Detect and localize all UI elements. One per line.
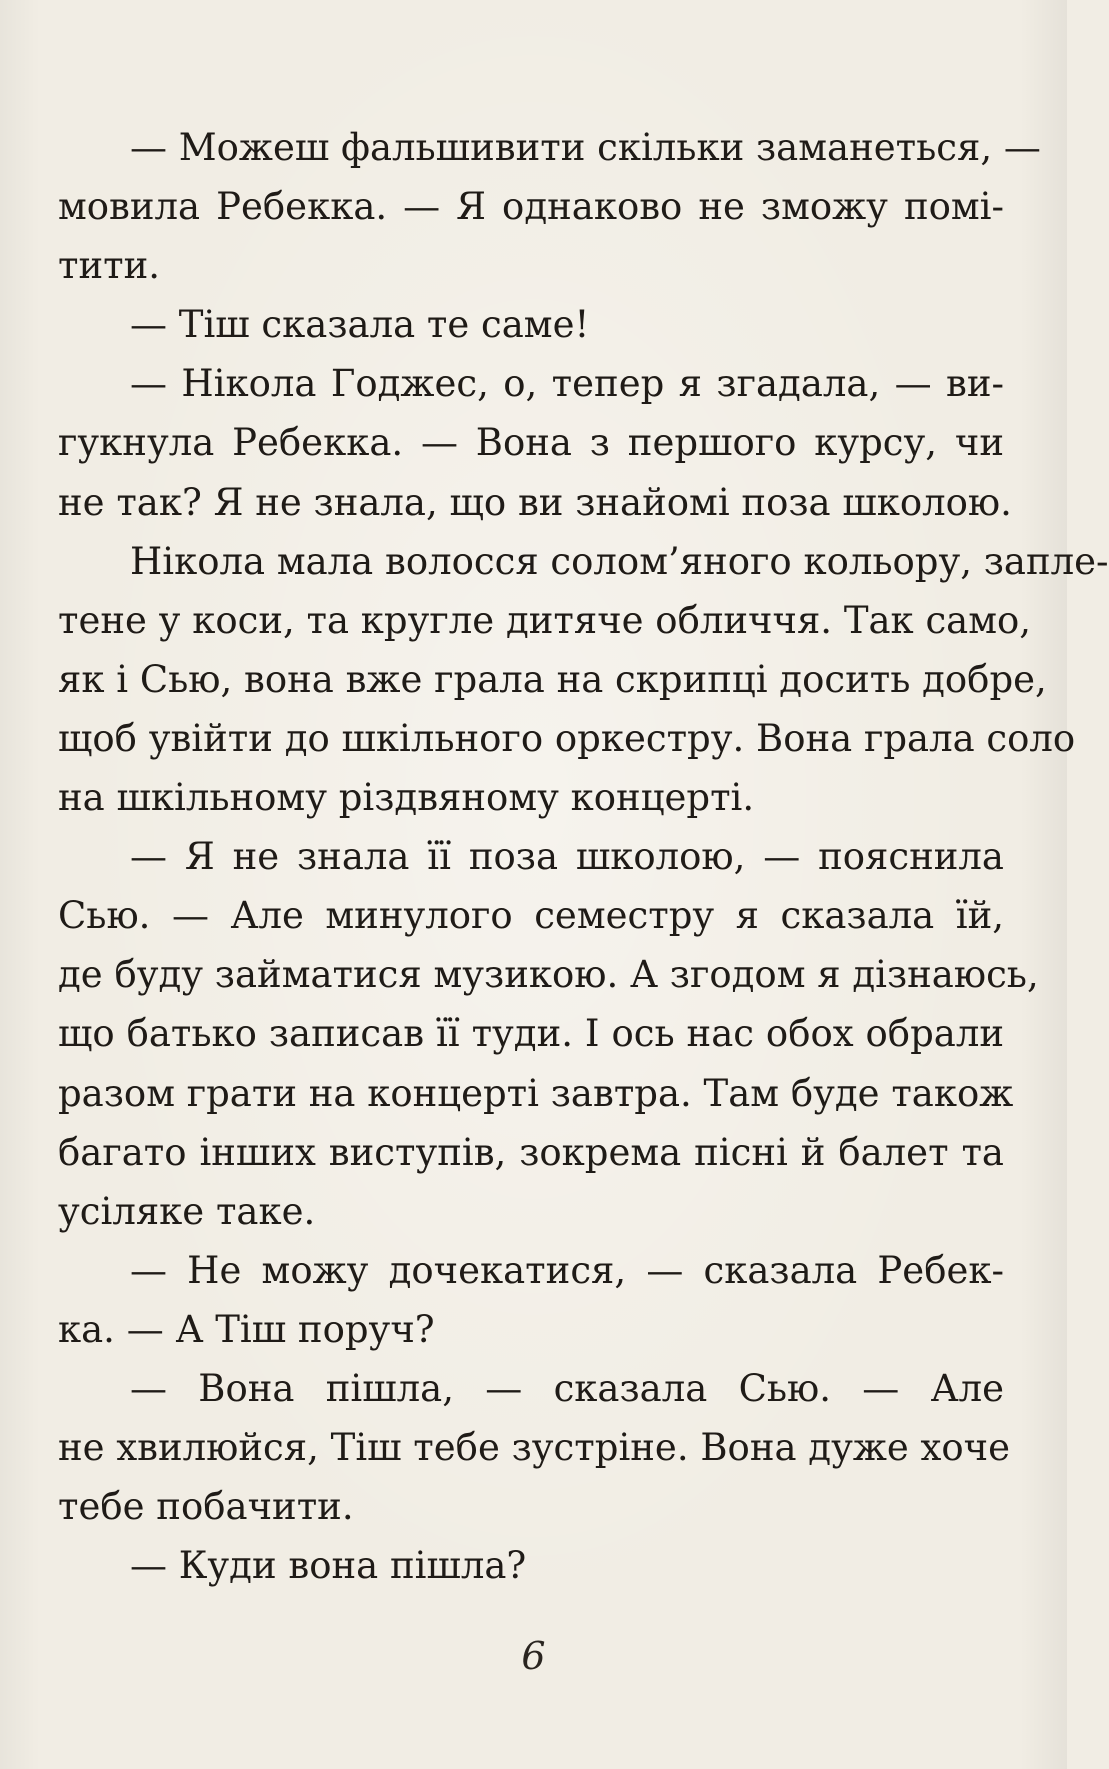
text-line: разом грати на концерті завтра. Там буде також	[58, 1071, 1014, 1115]
text-line: мовила Ребекка. — Я однаково не зможу помі-	[58, 185, 1004, 229]
text-line: усіляке таке.	[58, 1189, 316, 1233]
text-line: Нікола мала волосся солом’яного кольору, запле-	[130, 539, 1109, 583]
text-line: — Можеш фальшивити скільки заманеться, —	[130, 126, 1041, 169]
text-line: на шкільному різдвяному концерті.	[58, 776, 755, 820]
text-line: щоб увійти до шкільного оркестру. Вона грала соло	[58, 716, 1076, 760]
text-line: Сью. — Але минулого семестру я сказала їй,	[58, 894, 1004, 938]
text-line: — Я не знала її поза школою, — пояснила	[130, 835, 1004, 879]
text-line: не так? Я не знала, що ви знайомі поза школою.	[58, 480, 1012, 524]
text-line: — Не можу дочекатися, — сказала Ребек-	[130, 1248, 1004, 1292]
text-line: ка. — А Тіш поруч?	[58, 1307, 435, 1351]
text-line: тебе побачити.	[58, 1485, 354, 1529]
text-line: що батько записав її туди. І ось нас обох обрали	[58, 1012, 1004, 1056]
page-number: 6	[521, 1634, 546, 1678]
text-line: як і Сью, вона вже грала на скрипці досить добре,	[58, 657, 1047, 701]
text-line: — Куди вона пішла?	[130, 1544, 527, 1588]
text-line: багато інших виступів, зокрема пісні й балет та	[58, 1130, 1004, 1174]
text-line: тене у коси, та кругле дитяче обличчя. Так само,	[58, 598, 1032, 642]
text-line: не хвилюйся, Тіш тебе зустріне. Вона дуже хоче	[58, 1426, 1011, 1470]
text-line: тити.	[58, 244, 161, 288]
body-text	[58, 118, 1109, 1595]
text-line: де буду займатися музикою. А згодом я дізнаюсь,	[58, 953, 1039, 997]
text-line: — Тіш сказала те саме!	[130, 303, 590, 347]
text-line: гукнула Ребекка. — Вона з першого курсу, чи	[58, 421, 1004, 465]
text-line: — Вона пішла, — сказала Сью. — Але	[130, 1366, 1004, 1410]
text-line: — Нікола Годжес, о, тепер я згадала, — ви-	[130, 362, 1004, 406]
